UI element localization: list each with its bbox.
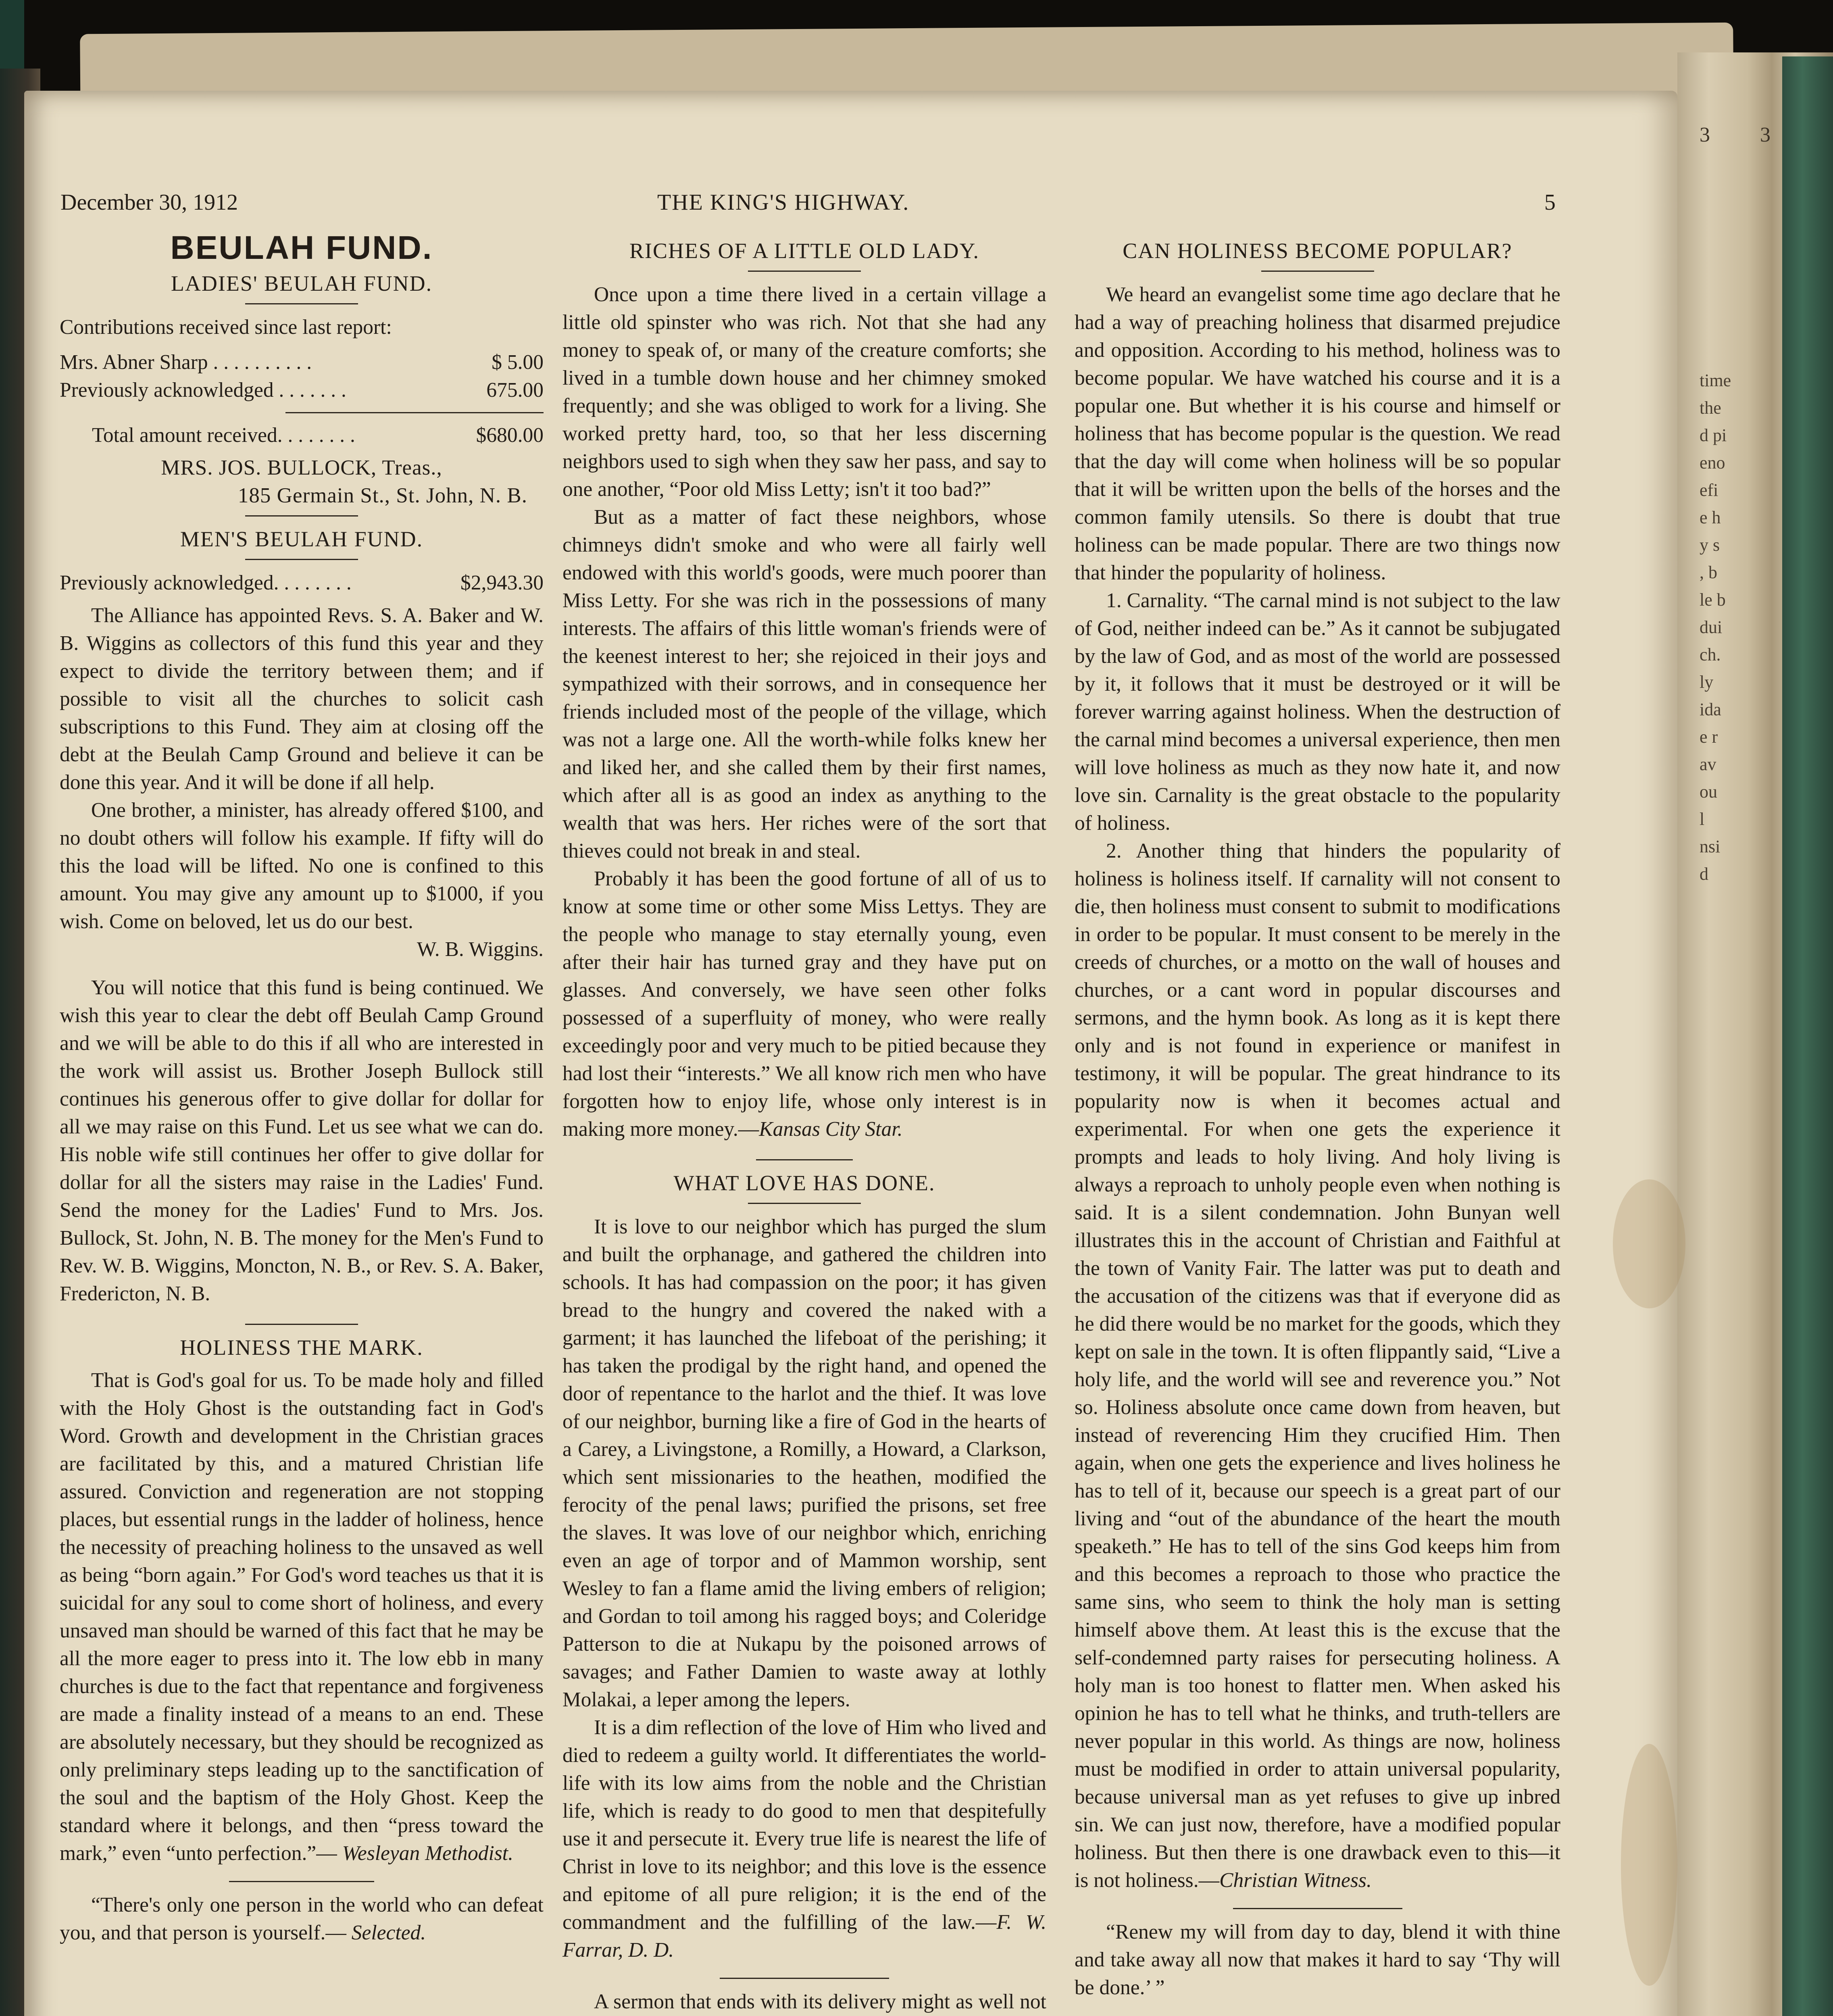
divider: [748, 1203, 861, 1204]
edge-fragment: efi: [1700, 480, 1718, 500]
quote-paragraph: [60, 1891, 544, 1947]
popular-heading: CAN HOLINESS BECOME POPULAR?: [1123, 239, 1512, 263]
body-paragraph: One brother, a minister, has already offered $100, and no doubt others will follow his example. If fifty will do this the load will be lifted. No one is confined to this amount. You may give any amount up to $1000, if you wish. Come on beloved, let us do our best.: [60, 799, 544, 933]
header-date: December 30, 1912: [60, 190, 238, 215]
divider: [720, 1978, 889, 1979]
divider: [245, 1324, 358, 1325]
paper-stain: [1621, 1744, 1677, 1986]
edge-fragment: e h: [1700, 508, 1721, 527]
divider: [285, 412, 544, 413]
divider: [756, 1159, 853, 1160]
divider: [748, 271, 861, 272]
ledger-label: Previously acknowledged. . . . . . . .: [60, 571, 352, 594]
divider: [245, 515, 358, 516]
quote-source: Selected.: [351, 1921, 426, 1944]
article-text: That is God's goal for us. To be made holy and filled with the Holy Ghost is the outstanding fact in God's Word. Growth and development in the Christian graces are facilitated by this, and a matured Christian life assured. Conviction and regeneration are not stopping places, but essential rungs in the ladder of holiness, hence the necessity of preaching holiness to the unsaved as well as being “born again.” For God's word teaches us that it is suicidal for any soul to come short of holiness, and every unsaved man should be warned of this fact that he may be all the more eager to press into it. The low ebb in many churches is due to the fact that repentance and forgiveness are made a finality instead of a means to an end. These are absolutely necessary, but they should be recognized as only preliminary steps leading up to the sanctification of the soul and the baptism of the Holy Ghost. Keep the standard where it belongs, and then “press toward the mark,” even “unto perfection.”—: [60, 1369, 544, 1865]
ledger-row: [60, 376, 544, 404]
contributions-line: Contributions received since last report:: [60, 316, 392, 339]
column-middle: [562, 234, 1046, 2016]
renew-paragraph: “Renew my will from day to day, blend it with thine and take away all now that makes it hard to say ‘Thy will be done.’ ”: [1075, 1920, 1560, 1999]
edge-fragment: av: [1700, 754, 1716, 774]
edge-fragment: ida: [1700, 700, 1721, 719]
edge-fragment: e r: [1700, 727, 1718, 747]
ledger-label: Previously acknowledged . . . . . . .: [60, 379, 346, 402]
publication-title: THE KING'S HIGHWAY.: [657, 190, 910, 215]
beulah-fund-title: BEULAH FUND.: [170, 229, 433, 266]
body-paragraph: 1. Carnality. “The carnal mind is not subject to the law of God, neither indeed can be.” As it cannot be subjugated by the law of God, and as most of the world are possessed by it, it follows that it must be destroyed or it will be forever warring against holiness. When the destruction of the carnal mind becomes a universal experience, then men will love holiness as much as they now hate it, and now love sin. Carnality is the great obstacle to the popularity of holiness.: [1075, 589, 1560, 835]
article-text: 2. Another thing that hinders the popularity of holiness is holiness itself. If carnality will not consent to die, then holiness must consent to submit to modifications in order to be popular. It must consent to be merely in the creeds of churches, or a motto on the wall of houses and churches, or a cant word in popular discourses and sermons, and the hymn book. As long as it is kept there only and is not found in experience or manifest in testimony, it will be popular. The great hindrance to its popularity now is when it becomes actual and experimental. For when one gets the experience it prompts and leads to holy living. And holy living is always a reproach to unholy people even when nothing is said. It is a silent condemnation. John Bunyan well illustrates this in the account of Christian and Faithful at the town of Vanity Fair. The latter was put to death and the accusation of the citizens was that if everyone did as he did there would be no market for the goods, which they kept on sale in the town. It is often flippantly said, “Live a holy life, and the world will see and reverence you.” Not so. Holiness absolute once came down from heaven, but instead of reverencing Him they crucified Him. Then again, when one gets the experience and lives holiness he has to tell of it, because our speech is a great part of our living and “out of the abundance of the heart the mouth speaketh.” He has to tell of the sins God keeps him from and this becomes a reproach to those who practice the same sins, who seem to think the holy man is setting himself above them. At least this is the excuse that the self-condemned party raises for persecuting holiness. A holy man is too honest to flatter men. When asked his opinion he has to tell what he thinks, and truth-tellers are never popular in this world. As things are now, holiness must be modified in order to attain universal popularity, because universal man as yet refuses to give up inbred sin. We can just now, therefore, have a modified popular holiness. But then there is one drawback even to this—it is not holiness.—: [1075, 839, 1560, 1892]
sermon-paragraph: [562, 1988, 1046, 2016]
article-source: F. W. Farrar, D. D.: [562, 1911, 1046, 1962]
column-right: [1075, 234, 1560, 2001]
edge-fragment: le b: [1700, 590, 1726, 610]
love-heading: WHAT LOVE HAS DONE.: [673, 1171, 935, 1195]
divider: [245, 303, 358, 304]
body-paragraph: It is love to our neighbor which has purged the slum and built the orphanage, and gathered the children into schools. It has had compassion on the poor; it has given bread to the hungry and covered the naked with a garment; it has launched the lifeboat of the perishing; it has taken the prodigal by the right hand, and opened the door of repentance to the harlot and the thief. It was love of our neighbor, burning like a fire of God in the hearts of a Carey, a Livingstone, a Romilly, a Howard, a Clarkson, which sent missionaries to the heathen, modified the ferocity of the penal laws; purified the prisons, set free the slaves. It was love of our neighbor which, enriching even an age of torpor and of Mammon worship, sent Wesley to fan a flame amid the living embers of religion; and Gordan to toil among his ragged boys; and Coleridge Patterson to die at Nukapu by the poisoned arrows of savages; and Father Damien to waste away at lothly Molakai, a leper among the lepers.: [562, 1215, 1046, 1711]
article-source: Kansas City Star.: [759, 1118, 903, 1141]
edge-fragment: the: [1700, 398, 1721, 418]
ledger-amount: $2,943.30: [460, 571, 544, 594]
mens-fund-heading: MEN'S BEULAH FUND.: [180, 527, 423, 551]
column-left: [60, 229, 544, 1947]
signature: W. B. Wiggins.: [417, 938, 544, 961]
body-paragraph: [60, 1366, 544, 1867]
body-paragraph: But as a matter of fact these neighbors, whose chimneys didn't smoke and who were all fairly well endowed with this world's goods, were much poorer than Miss Letty. For she was rich in the possessions of many interests. The affairs of this little woman's friends were of the keenest interest to her; she rejoiced in their joys and sympathized with their sorrows, and in consequence her friends included most of the people of the village, which was not a large one. All the worth-while folks knew her and liked her, and she called them by their first names, which after all is as good an index as anything to the wealth that was hers. Her riches were of the sort that thieves could not break in and steal.: [562, 506, 1046, 862]
ledger-total: [60, 421, 544, 449]
ledger-label: Mrs. Abner Sharp . . . . . . . . . .: [60, 351, 312, 374]
body-paragraph: The Alliance has appointed Revs. S. A. Baker and W. B. Wiggins as collectors of this fund this year and they expect to divide the territory between them; and if possible to visit all the churches to solicit cash subscriptions to this Fund. They aim at closing off the debt at the Beulah Camp Ground and believe it can be done this year. And it will be done if all help.: [60, 604, 544, 794]
total-amount: $680.00: [476, 424, 544, 447]
paper-stain: [1613, 1179, 1685, 1308]
divider: [245, 559, 358, 560]
edge-fragment: l: [1700, 809, 1705, 829]
edge-fragment: ly: [1700, 672, 1714, 692]
edge-fragment: dui: [1700, 617, 1723, 637]
edge-fragment: d: [1700, 864, 1708, 884]
holiness-mark-heading: HOLINESS THE MARK.: [180, 1335, 423, 1360]
edge-page-number: 3: [1760, 123, 1771, 146]
body-paragraph: You will notice that this fund is being continued. We wish this year to clear the debt off Beulah Camp Ground and we will be able to do this if all who are interested in the work will assist us. Brother Joseph Bullock still continues his generous offer to give dollar for dollar for all we may raise on this Fund. Let us see what we can do. His noble wife still continues her offer to give dollar for dollar for all the sisters may raise in the Ladies' Fund. Send the money for the Ladies' Fund to Mrs. Jos. Bullock, St. John, N. B. The money for the Men's Fund to Rev. W. B. Wiggins, Moncton, N. B., or Rev. S. A. Baker, Fredericton, N. B.: [60, 976, 544, 1305]
body-paragraph: Once upon a time there lived in a certain village a little old spinster who was rich. Not that she had any money to speak of, or many of the creature comforts; she lived in a tumble down house and her chimney smoked frequently; and she was obliged to work for a living. She worked pretty hard, too, so that her less discerning neighbors used to sigh when they saw her pass, and say to one another, “Poor old Miss Letty; isn't it too bad?”: [562, 283, 1046, 501]
total-label: Total amount received. . . . . . . .: [92, 424, 355, 447]
article-text: Probably it has been the good fortune of all of us to know at some time or other some Miss Lettys. They are the people who manage to stay eternally young, even after their hair has turned gray and they have put on glasses. And conversely, we have seen other folks possessed of a superfluity of money, who were really exceedingly poor and very much to be pitied because they had lost their “interests.” We all know rich men who have forgotten how to enjoy life, whose only interest is in making more money.—: [562, 867, 1046, 1141]
article-text: It is a dim reflection of the love of Him who lived and died to redeem a guilty world. It differentiates the world-life with its low aims from the noble and the Christian life, which is ready to do good to men that despitefully use it and persecute it. Every true life is nearest the life of Christ in love to its neighbor; and this love is the essence and epitome of all pure religion; it is the end of the commandment and the fulfilling of the law.—: [562, 1716, 1046, 1934]
edge-text-fragments: [1700, 367, 1731, 888]
divider: [229, 1881, 374, 1882]
ledger-amount: 675.00: [486, 379, 544, 402]
edge-fragment: d pi: [1700, 425, 1727, 445]
body-paragraph: We heard an evangelist some time ago declare that he had a way of preaching holiness that disarmed prejudice and opposition. According to his method, holiness was to become popular. We have watched his course and it is a popular one. But whether it is his course and himself or holiness that has become popular is the question. We read that the day will come when holiness will be so popular that it will be written upon the bells of the horses and the common family utensils. So there is doubt that true holiness can be made popular. There are two things now that hinder the popularity of holiness.: [1075, 283, 1560, 584]
quote-text: “There's only one person in the world who can defeat you, and that person is yourself.—: [60, 1893, 544, 1944]
edge-fragment: eno: [1700, 453, 1725, 473]
edge-fragment: time: [1700, 371, 1731, 390]
body-paragraph: [1075, 837, 1560, 1894]
edge-fragment: ch.: [1700, 645, 1721, 664]
riches-heading: RICHES OF A LITTLE OLD LADY.: [629, 239, 979, 263]
ledger-row: [60, 348, 544, 376]
treasurer-address: 185 Germain St., St. John, N. B.: [237, 484, 527, 507]
article-source: Wesleyan Methodist.: [342, 1842, 513, 1865]
ledger-amount: $ 5.00: [492, 351, 544, 374]
divider: [1233, 1908, 1402, 1909]
cover-edge: [1782, 56, 1833, 2016]
ladies-fund-heading: LADIES' BEULAH FUND.: [171, 271, 433, 296]
edge-fragment: , b: [1700, 562, 1717, 582]
page-number: 5: [1544, 190, 1556, 215]
divider: [1261, 271, 1374, 272]
treasurer-name: MRS. JOS. BULLOCK, Treas.,: [161, 456, 442, 479]
sermon-text: A sermon that ends with its delivery might as well not: [594, 1990, 1046, 2013]
edge-fragment: ou: [1700, 782, 1717, 802]
body-paragraph: [562, 1714, 1046, 1964]
ledger-row: [60, 569, 544, 597]
edge-fragment: nsi: [1700, 837, 1721, 856]
article-source: Christian Witness.: [1219, 1869, 1372, 1892]
edge-fragment: y s: [1700, 535, 1720, 555]
body-paragraph: [562, 865, 1046, 1143]
edge-page-number: 3: [1700, 123, 1710, 146]
